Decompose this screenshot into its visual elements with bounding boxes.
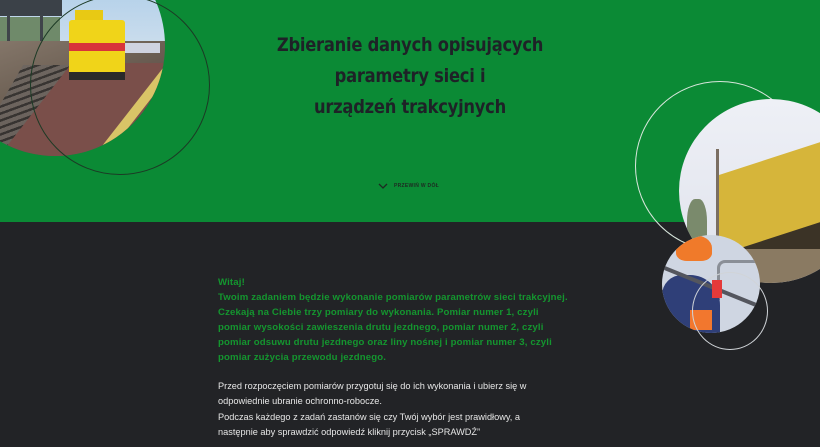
title-line-1: Zbieranie danych opisujących parametry sieci i bbox=[276, 34, 544, 87]
body-line: następnie aby sprawdzić odpowiedź kliknij przycisk „SPRAWDŹ” bbox=[218, 426, 481, 437]
intro-text bbox=[218, 275, 578, 365]
body-line: Przed rozpoczęciem pomiarów przygotuj się do ich wykonania i ubierz się w bbox=[218, 381, 527, 391]
decorative-circle-outline bbox=[30, 0, 210, 175]
body-line: odpowiednie ubranie ochronno-robocze. bbox=[218, 396, 382, 407]
intro-line: pomiar wysokości zawieszenia drutu jezdnego, pomiar numer 2, czyli bbox=[218, 322, 544, 333]
scroll-down-label: PRZEWIŃ W DÓŁ bbox=[394, 183, 440, 189]
decorative-circle-outline-small bbox=[692, 272, 768, 350]
chevron-down-icon bbox=[378, 182, 388, 190]
page-title bbox=[234, 30, 587, 123]
scroll-down-link[interactable] bbox=[378, 180, 439, 192]
title-line-2: urządzeń trakcyjnych bbox=[314, 96, 506, 118]
instructions bbox=[218, 275, 578, 440]
greeting: Witaj! bbox=[218, 277, 245, 288]
intro-line: pomiar zużycia przewodu jezdnego. bbox=[218, 352, 387, 363]
intro-line: pomiar odsuwu drutu jezdnego oraz liny nośnej i pomiar numer 3, czyli bbox=[218, 337, 552, 348]
intro-line: Twoim zadaniem będzie wykonanie pomiarów parametrów sieci trakcyjnej. bbox=[218, 292, 568, 303]
intro-line: Czekają na Ciebie trzy pomiary do wykonania. Pomiar numer 1, czyli bbox=[218, 307, 539, 318]
body-text bbox=[218, 379, 578, 440]
body-line: Podczas każdego z zadań zastanów się czy Twój wybór jest prawidłowy, a bbox=[218, 411, 520, 422]
